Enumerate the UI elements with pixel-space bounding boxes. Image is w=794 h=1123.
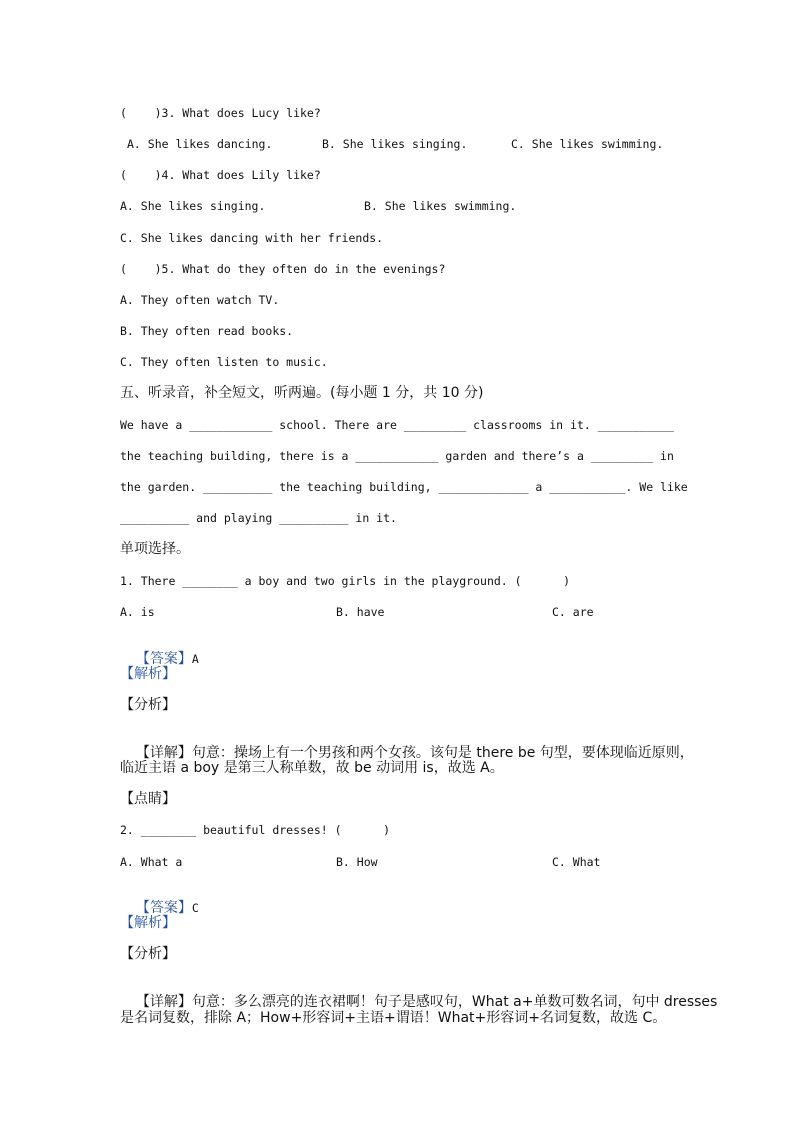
item-2-option-a: A. What a <box>120 855 183 869</box>
detail-text: 句意：多么漂亮的连衣裙啊！句子是感叹句，What a+单数可数名词，句中 dresses <box>191 994 718 1010</box>
item-1-option-b: B. have <box>336 605 385 619</box>
q5-option-a: A. They often watch TV. <box>120 293 280 307</box>
cloze-line-1: We have a ____________ school. There are _________ classrooms in it. ___________ <box>120 418 674 432</box>
q4-option-c: C. She likes dancing with her friends. <box>120 231 384 245</box>
item-2-fenxi-tag: 【分析】 <box>120 946 176 962</box>
q3-option-c: C. She likes swimming. <box>511 137 664 151</box>
cloze-line-2: the teaching building, there is a ____________ garden and there’s a _________ in <box>120 449 674 463</box>
answer-value: C <box>191 901 199 915</box>
q5-option-b: B. They often read books. <box>120 324 294 338</box>
question-4: ( )4. What does Lily like? <box>120 168 321 182</box>
part5-heading: 五、听录音，补全短文，听两遍。(每小题 1 分，共 10 分) <box>120 385 484 401</box>
question-3: ( )3. What does Lucy like? <box>120 106 321 120</box>
item-1-question: 1. There ________ a boy and two girls in the playground. ( ) <box>120 574 571 588</box>
item-2-option-c: C. What <box>552 855 601 869</box>
item-1-analysis-tag: 【解析】 <box>120 666 176 682</box>
q4-option-b: B. She likes swimming. <box>364 199 517 213</box>
cloze-line-3: the garden. __________ the teaching building, _____________ a ___________. We like <box>120 480 688 494</box>
detail-tag: 【详解】 <box>135 745 192 761</box>
cloze-line-4: __________ and playing __________ in it. <box>120 511 397 525</box>
item-2-option-b: B. How <box>336 855 378 869</box>
q3-option-a: A. She likes dancing. <box>127 137 273 151</box>
item-1-option-c: C. are <box>552 605 594 619</box>
section-title: 单项选择。 <box>120 541 190 557</box>
item-2-analysis-tag: 【解析】 <box>120 915 176 931</box>
q4-option-a: A. She likes singing. <box>120 199 266 213</box>
q3-option-b: B. She likes singing. <box>322 137 468 151</box>
item-1-detail-line-2: 临近主语 a boy 是第三人称单数，故 be 动词用 is，故选 A。 <box>120 760 504 776</box>
q5-option-c: C. They often listen to music. <box>120 355 328 369</box>
item-1-fenxi-tag: 【分析】 <box>120 697 176 713</box>
detail-text: 句意：操场上有一个男孩和两个女孩。该句是 there be 句型，要体现临近原则， <box>191 745 694 761</box>
item-1-option-a: A. is <box>120 605 155 619</box>
item-2-question: 2. ________ beautiful dresses! ( ) <box>120 823 391 837</box>
detail-tag: 【详解】 <box>135 994 192 1010</box>
question-5: ( )5. What do they often do in the evenings? <box>120 262 446 276</box>
answer-value: A <box>191 652 199 666</box>
answer-tag: 【答案】 <box>135 900 192 916</box>
answer-tag: 【答案】 <box>135 651 192 667</box>
item-2-detail-line-2: 是名词复数，排除 A；How+形容词+主语+谓语！What+形容词+名词复数，故选 C。 <box>120 1010 667 1026</box>
item-1-dianjing-tag: 【点睛】 <box>120 791 176 807</box>
